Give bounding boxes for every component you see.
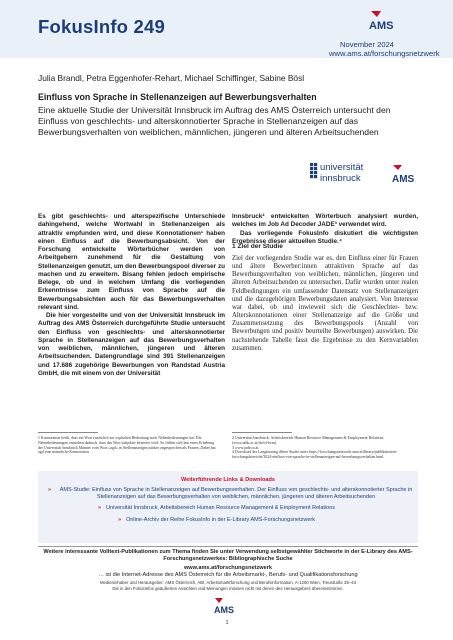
link-arrow-icon: »	[98, 505, 102, 511]
link-arrow-icon: »	[48, 487, 52, 493]
footer-imprint	[38, 580, 418, 591]
ams-logo-footer-flag	[215, 598, 223, 603]
ams-logo	[367, 8, 405, 32]
publication-title: FokusInfo 249	[38, 16, 165, 37]
body-left-paragraph-1: Es gibt geschlechts- und alterspezifische Unterschiede dahingehend, welche Wortwahl in Stellenanzeigen als attraktiv empfunden wird, und diese Konnotationen¹ haben einen Einfluss auf die Bewerbungsabsicht. Von der Forschung entwickelte Wörterbücher werden von Arbeitgebern zunehmend für die Gestaltung von Stellenanzeigen genutzt, um den Bewerbungspool diverser zu machen und zu erweitern. Bisang fehlen jedoch empirische Belege, ob und in welchem Umfang die vorliegenden Erkenntnisse zum Einfluss von Sprache auf die Bewerbungsabsichten auch für das Bewerbungsverhalten relevant sind.	[38, 213, 225, 311]
link-ams-study[interactable]	[48, 487, 416, 501]
ams-logo-flag	[371, 11, 381, 17]
links-box-title: Weiterführende Links & Downloads	[180, 477, 276, 483]
ams-logo-small	[390, 163, 424, 185]
ams-logo-footer-text: AMS	[214, 605, 234, 615]
page-number: 1	[225, 620, 229, 626]
link-uni-innsbruck[interactable]	[98, 505, 335, 512]
footer-more-publications: Weitere interessante Volltext-Publikationen zum Thema finden Sie unter Verwendung selbstgewählter Stichworte in der E-Library des AMS-Forschungsnetzwerkes: Bibliographische Suche	[43, 549, 413, 562]
footnote-rule-right	[232, 432, 292, 433]
footnote-4: 4 Download der Langfassung dieser Studie unter https://forschungsnetzwerk.ams.at/dbrary/publikationen-forschungsbereiche/2024-einfluss-von-sprache-in-stellenanzeigen-auf-bewerbungsverhalten.html.	[232, 450, 398, 460]
universitaet-innsbruck-logo	[309, 157, 379, 189]
link-arrow-icon: »	[118, 517, 122, 523]
footer-imprint-line1: Medieninhaber und Herausgeber: AMS Österreich, ABI, Arbeitsmarktforschung und Berufsinformation, A-1200 Wien, Treustraße 35–43	[99, 580, 357, 585]
footnote-3: 3 www.jade.or.at.	[232, 445, 260, 450]
footer-web-description: … ist die Internet-Adresse des AMS Österreich für die Arbeitsmarkt-, Berufs- und Qualifikationsforschung	[98, 572, 358, 578]
section-heading: 1 Ziel der Studie	[232, 243, 283, 250]
body-left-paragraph-2: Die hier vorgestellte und von der Universität Innsbruck im Auftrag des AMS Österreich durchgeführte Studie untersucht den Einfluss von geschlechts- und alterskonnotierter Sprache in Stellenanzeigen auf das Bewerbungsverhalten von weiblichen, männlichen, jüngeren und älteren Arbeitsuchenden. Datengrundlage sind 391 Stellenanzeigen und 17.686 zugehörige Bewerbungen von Randstad Austria GmbH, die mit einem von der Universität	[38, 312, 225, 377]
ams-logo-text: AMS	[369, 20, 394, 32]
footnote-2: 2 Universität Innsbruck, Arbeitsbereich Human Resource Management & Employment Relations (www.uibk.ac.at/de/irf-hrm).	[232, 436, 384, 445]
body-right-paragraph-1: Innsbruck² entwickelten Wörterbuch analysiert wurden, welches im Job Ad Decoder JADE³ verwendet wird.	[232, 213, 418, 229]
ams-logo-footer	[212, 597, 242, 615]
network-url[interactable]: www.ams.at/forschungsnetzwerk	[329, 49, 440, 58]
footer-web-address[interactable]: www.ams.at/forschungsnetzwerk	[183, 565, 273, 571]
link-ams-study-label[interactable]: AMS-Studie: Einfluss von Sprache in Stellenanzeigen auf Bewerbungsverhalten. Der Einfluss von geschlechts- und alterskonnotierter Sprache in Stellenanzeigen auf das Bewerbungsverhalten von weiblichen, männlichen, jüngeren und älteren Arbeitsuchenden	[59, 487, 413, 500]
article-title: Einfluss von Sprache in Stellenanzeigen auf Bewerbungsverhalten	[38, 92, 317, 102]
authors: Julia Brandl, Petra Eggenhofer-Rehart, Michael Schiffinger, Sabine Bösl	[38, 73, 305, 83]
link-uni-innsbruck-label[interactable]: Universität Innsbruck, Arbeitsbereich Human Resource Management & Employment Relations	[106, 505, 336, 511]
article-intro: Eine aktuelle Studie der Universität Innsbruck im Auftrag des AMS Österreich untersucht den Einfluss von geschlechts- und alterskonnotierter Sprache in Stellenanzeigen auf das Bewerbungsverhalten von weiblichen, männlichen, jüngeren und älteren Arbeitsuchenden	[38, 105, 391, 138]
ams-logo-small-flag	[393, 165, 402, 170]
footer-divider	[38, 546, 418, 547]
uni-logo-mark	[310, 163, 317, 178]
issue-date: November 2024	[340, 40, 395, 49]
body-right-intro	[232, 213, 418, 246]
ams-logo-small-text: AMS	[392, 174, 415, 185]
body-left-column	[38, 213, 225, 378]
footer-imprint-line2: Die in den FokusInfos geäußerten Ansichten und Meinungen müssen nicht mit denen des Herausgebers übereinstimmen.	[112, 585, 344, 591]
link-online-archive-label[interactable]: Online-Archiv der Reihe FokusInfo in der E-Library AMS-Forschungsnetzwerk	[126, 517, 315, 523]
footnote-1: 1 Konnotation heißt, dass ein Wort zusätzlich zur expliziten Bedeutung noch Nebenbedeutungen hat. Die Nebenbedeutungen entstehen dadurch, dass das Wort subjektiv bewertet wird. So fühlen sich laut einer Erhebung der Universität Innsbruck Männer vom Wort »agil« in Stellenanzeigen stärker angesprochen als Frauen. Dabei hat agil eine männliche Konnotation.	[38, 436, 216, 455]
body-right-paragraph-3: Ziel der vorliegenden Studie war es, den Einfluss einer für Frauen und ältere Bewerber:innen attraktiven Sprache auf das Bewerbungsverhalten von weiblichen, männlichen, jüngeren und älteren Arbeitsuchenden zu untersuchen. Dafür wurden unter realen Feldbedingungen ein umfassender Datensatz von Stellenanzeigen und die dazugehörigen Bewerbungsdaten analysiert. Von Interesse war dabei, ob und inwieweit sich die Geschlechter- bzw. Alterskonnotationen einer Stellenanzeige auf die Größe und Zusammensetzung des Bewerbungspools (Anzahl von Bewerbungen und positiv beurteilte Bewerbungen) auswirken. Die nachstehende Tabelle fasst die Ergebnisse zu den Kernvariablen zusammen.	[232, 255, 418, 352]
body-right-paragraph-2: Das vorliegende FokusInfo diskutiert die wichtigsten Ergebnisse dieser aktuellen Studie.⁴	[232, 229, 418, 245]
uni-logo-line2: innsbruck	[320, 173, 361, 184]
footnotes-left	[38, 432, 218, 455]
footnote-rule-left	[38, 432, 98, 433]
uni-logo-line1: universität	[320, 162, 364, 173]
link-online-archive[interactable]	[118, 517, 315, 524]
footnotes-right	[232, 432, 418, 460]
